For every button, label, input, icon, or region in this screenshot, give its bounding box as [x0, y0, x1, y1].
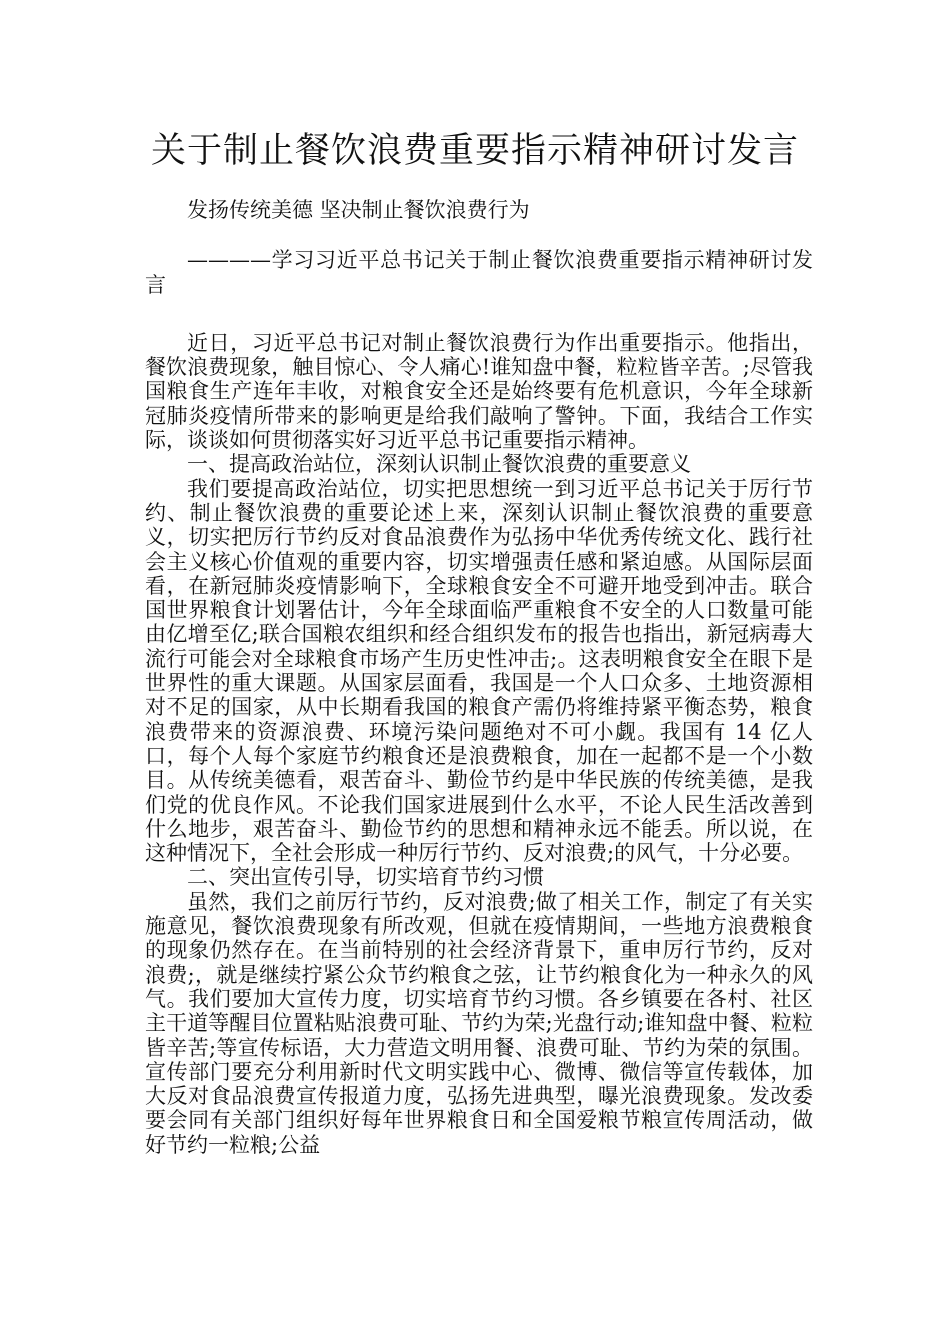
- paragraph-intro: 近日，习近平总书记对制止餐饮浪费行为作出重要指示。他指出，餐饮浪费现象，触目惊心、令人痛心!谁知盘中餐，粒粒皆辛苦。;尽管我国粮食生产连年丰收，对粮食安全还是始终要有危机意识，今年全球新冠肺炎疫情所带来的影响更是给我们敲响了警钟。下面，我结合工作实际，谈谈如何贯彻落实好习近平总书记重要指示精神。: [145, 330, 813, 453]
- document-title: 关于制止餐饮浪费重要指示精神研讨发言: [150, 131, 799, 171]
- section-heading-2: 二、突出宣传引导，切实培育节约习惯: [187, 865, 544, 890]
- document-body: [145, 198, 813, 1157]
- section-heading-1: 一、提高政治站位，深刻认识制止餐饮浪费的重要意义: [187, 452, 691, 477]
- subtitle: 发扬传统美德 坚决制止餐饮浪费行为: [187, 198, 530, 222]
- paragraph-section-1: 我们要提高政治站位，切实把思想统一到习近平总书记关于厉行节约、制止餐饮浪费的重要论述上来，深刻认识制止餐饮浪费的重要意义，切实把厉行节约反对食品浪费作为弘扬中华优秀传统文化、践行社会主义核心价值观的重要内容，切实增强责任感和紧迫感。从国际层面看，在新冠肺炎疫情影响下，全球粮食安全不可避开地受到冲击。联合国世界粮食计划署估计，今年全球面临严重粮食不安全的人口数量可能由亿增至亿;联合国粮农组织和经合组织发布的报告也指出，新冠病毒大流行可能会对全球粮食市场产生历史性冲击;。这表明粮食安全在眼下是世界性的重大课题。从国家层面看，我国是一个人口众多、土地资源相对不足的国家，从中长期看我国的粮食产需仍将维持紧平衡态势，粮食浪费带来的资源浪费、环境污染问题绝对不可小觑。我国有 14 亿人口，每个人每个家庭节约粮食还是浪费粮食，加在一起都不是一个小数目。从传统美德看，艰苦奋斗、勤俭节约是中华民族的传统美德，是我们党的优良作风。不论我们国家进展到什么水平，不论人民生活改善到什么地步，艰苦奋斗、勤俭节约的思想和精神永远不能丢。所以说，在这种情况下，全社会形成一种厉行节约、反对浪费;的风气，十分必要。: [145, 476, 813, 866]
- paragraph-section-2: 虽然，我们之前厉行节约，反对浪费;做了相关工作，制定了有关实施意见，餐饮浪费现象有所改观，但就在疫情期间，一些地方浪费粮食的现象仍然存在。在当前特别的社会经济背景下，重申厉行节约，反对浪费;，就是继续拧紧公众节约粮食之弦，让节约粮食化为一种永久的风气。我们要加大宣传力度，切实培育节约习惯。各乡镇要在各村、社区主干道等醒目位置粘贴浪费可耻、节约为荣;光盘行动;谁知盘中餐、粒粒皆辛苦;等宣传标语，大力营造文明用餐、浪费可耻、节约为荣的氛围。宣传部门要充分利用新时代文明实践中心、微博、微信等宣传载体，加大反对食品浪费宣传报道力度，弘扬先进典型，曝光浪费现象。发改委要会同有关部门组织好每年世界粮食日和全国爱粮节粮宣传周活动，做好节约一粒粮;公益: [145, 889, 813, 1157]
- subtitle-line-2: ————学习习近平总书记关于制止餐饮浪费重要指示精神研讨发言: [145, 248, 813, 297]
